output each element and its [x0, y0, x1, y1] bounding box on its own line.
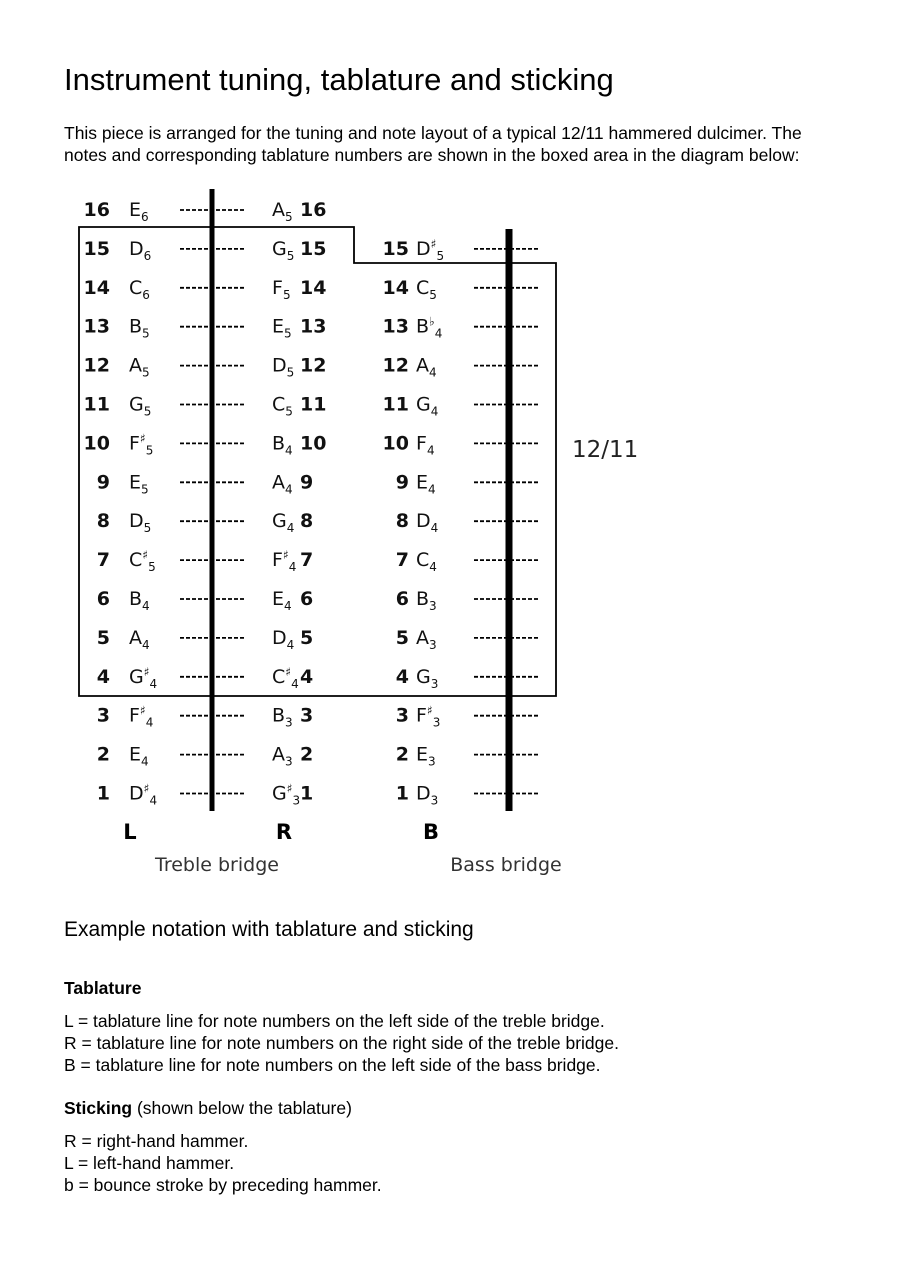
octave-number: 5 [285, 210, 293, 224]
treble-right-number: 11 [300, 393, 327, 416]
octave-number: 4 [285, 482, 293, 497]
octave-number: 5 [282, 287, 291, 302]
treble-right-note: $B_3$ [272, 704, 293, 730]
accidental-sign: ♯ [142, 548, 149, 563]
treble-left-number: 13 [83, 315, 110, 338]
octave-number: 5 [143, 404, 152, 419]
bass-number: 8 [395, 510, 409, 533]
octave-number: 5 [148, 560, 156, 575]
bass-note: $A_4$ [416, 354, 437, 380]
octave-number: 5 [285, 404, 293, 419]
bass-note: $D^♯_5$ [416, 236, 445, 263]
treble-left-note: $G_5$ [129, 393, 152, 419]
octave-number: 3 [285, 715, 293, 730]
example-heading: Example notation with tablature and sticking [64, 918, 474, 941]
octave-number: 4 [142, 599, 150, 613]
treble-left-number: 4 [96, 665, 110, 688]
octave-number: 4 [288, 560, 297, 575]
accidental-sign: ♯ [426, 703, 433, 718]
treble-right-note: $A_5$ [272, 199, 293, 224]
bass-note: $B_3$ [416, 588, 437, 613]
treble-right-number: 3 [300, 704, 314, 727]
treble-left-note: $E_6$ [129, 199, 149, 224]
treble-right-note: $C^♯_4$ [272, 664, 299, 691]
treble-left-number: 8 [96, 510, 110, 533]
bass-number: 7 [395, 549, 409, 572]
treble-left-number: 12 [83, 354, 110, 377]
sticking-heading [64, 1098, 352, 1119]
octave-number: 3 [432, 715, 441, 730]
treble-right-note: $D_5$ [272, 354, 295, 380]
bass-number: 5 [395, 626, 409, 649]
intro-paragraph: This piece is arranged for the tuning and note layout of a typical 12/11 hammered dulcimer. The notes and corresponding tablature numbers are shown in the boxed area in the diagram below: [64, 123, 802, 165]
treble-left-note: $D_5$ [129, 510, 152, 536]
octave-number: 6 [142, 287, 150, 302]
bass-number: 11 [382, 393, 409, 416]
treble-left-note: $A_4$ [129, 626, 150, 652]
accidental-sign: ♯ [282, 548, 289, 563]
treble-right-number: 8 [300, 510, 314, 533]
bass-note: $F_4$ [416, 432, 435, 458]
treble-right-note: $C_5$ [272, 393, 293, 419]
bass-number: 4 [395, 665, 409, 688]
treble-right-number: 2 [300, 743, 314, 766]
octave-number: 4 [429, 365, 437, 380]
bass-bridge-label: Bass bridge [450, 854, 562, 876]
column-label-r: R [275, 820, 293, 844]
treble-left-note: $B_5$ [129, 315, 150, 341]
octave-number: 3 [429, 637, 437, 652]
bass-number: 10 [382, 432, 409, 455]
treble-left-note: $G^♯_4$ [129, 664, 158, 691]
octave-number: 5 [286, 248, 295, 263]
octave-number: 3 [430, 793, 439, 808]
octave-number: 3 [428, 754, 436, 769]
accidental-sign: ♯ [143, 781, 150, 796]
box-size-label: 12/11 [572, 437, 639, 463]
treble-right-number: 6 [300, 588, 314, 610]
treble-left-note: $B_4$ [129, 588, 150, 613]
treble-left-number: 15 [83, 237, 110, 260]
treble-right-number: 9 [300, 471, 314, 494]
treble-right-note: $B_4$ [272, 432, 293, 458]
tablature-definitions [64, 1010, 619, 1076]
octave-number: 5 [145, 443, 154, 458]
treble-left-number: 5 [96, 626, 110, 649]
treble-left-note: $F^♯_5$ [129, 431, 154, 458]
dulcimer-layout-diagram [64, 185, 664, 885]
octave-number: 4 [434, 326, 443, 341]
treble-right-number: 4 [300, 665, 314, 688]
treble-bridge-label: Treble bridge [155, 854, 279, 876]
treble-right-number: 1 [300, 782, 314, 805]
bass-note: $G_3$ [416, 665, 439, 691]
treble-right-number: 10 [300, 432, 327, 455]
sticking-line-bounce: b = bounce stroke by preceding hammer. [64, 1175, 382, 1195]
accidental-sign: ♯ [139, 431, 146, 446]
treble-left-number: 14 [83, 276, 110, 299]
octave-number: 5 [286, 365, 295, 380]
bass-note: $B^♭_4$ [416, 314, 443, 341]
octave-number: 4 [429, 560, 437, 575]
bass-note: $D_4$ [416, 510, 439, 536]
treble-right-note: $G_4$ [272, 510, 295, 536]
octave-number: 3 [429, 599, 437, 613]
octave-number: 4 [149, 676, 158, 691]
octave-number: 5 [142, 326, 150, 341]
octave-number: 5 [141, 482, 149, 497]
octave-number: 3 [292, 793, 301, 808]
octave-number: 4 [141, 754, 149, 769]
treble-left-number: 1 [96, 782, 110, 805]
treble-left-number: 6 [96, 588, 110, 610]
treble-right-note: $D_4$ [272, 626, 295, 652]
sticking-line-left: L = left-hand hammer. [64, 1153, 235, 1173]
accidental-sign: ♯ [139, 703, 146, 718]
octave-number: 5 [142, 365, 150, 380]
tablature-line-b: B = tablature line for note numbers on the left side of the bass bridge. [64, 1055, 601, 1075]
octave-number: 4 [286, 521, 295, 536]
sticking-definitions [64, 1130, 382, 1196]
accidental-sign: ♯ [143, 664, 150, 679]
octave-number: 5 [143, 521, 152, 536]
bass-number: 14 [382, 276, 409, 299]
octave-number: 4 [426, 443, 435, 458]
treble-left-note: $F^♯_4$ [129, 703, 154, 730]
treble-left-number: 2 [96, 743, 110, 766]
octave-number: 4 [142, 637, 150, 652]
octave-number: 5 [284, 326, 292, 341]
treble-right-number: 7 [300, 549, 314, 572]
treble-right-note: $G_5$ [272, 237, 295, 263]
treble-right-number: 16 [300, 199, 327, 221]
treble-left-number: 9 [96, 471, 110, 494]
treble-right-note: $G^♯_3$ [272, 781, 301, 808]
treble-right-note: $E_5$ [272, 315, 292, 341]
column-label-b: B [422, 820, 440, 844]
bass-number: 3 [395, 704, 409, 727]
treble-left-number: 11 [83, 393, 110, 416]
treble-left-number: 16 [83, 199, 110, 221]
octave-number: 4 [149, 793, 158, 808]
bass-note: $A_3$ [416, 626, 437, 652]
treble-right-number: 5 [300, 626, 314, 649]
bass-note: $G_4$ [416, 393, 439, 419]
bass-number: 1 [395, 782, 409, 805]
bass-number: 6 [395, 588, 409, 610]
octave-number: 4 [430, 521, 439, 536]
bass-note: $C_4$ [416, 549, 437, 575]
octave-number: 4 [145, 715, 154, 730]
bass-number: 12 [382, 354, 409, 377]
treble-left-note: $E_5$ [129, 471, 149, 497]
bass-note: $F^♯_3$ [416, 703, 441, 730]
octave-number: 5 [429, 287, 437, 302]
bass-number: 13 [382, 315, 409, 338]
treble-right-note: $A_4$ [272, 471, 293, 497]
treble-left-number: 7 [96, 549, 110, 572]
accidental-sign: ♯ [430, 236, 437, 251]
tablature-line-r: R = tablature line for note numbers on the right side of the treble bridge. [64, 1033, 619, 1053]
tablature-heading: Tablature [64, 978, 142, 998]
octave-number: 4 [430, 404, 439, 419]
treble-right-number: 15 [300, 237, 327, 260]
bass-note: $E_3$ [416, 743, 436, 769]
sticking-line-right: R = right-hand hammer. [64, 1131, 249, 1151]
octave-number: 4 [285, 443, 293, 458]
page-title: Instrument tuning, tablature and sticking [64, 62, 614, 97]
treble-left-note: $E_4$ [129, 743, 149, 769]
treble-left-number: 10 [83, 432, 110, 455]
octave-number: 3 [430, 676, 439, 691]
sticking-heading-bold: Sticking [64, 1098, 133, 1118]
treble-right-number: 14 [300, 276, 327, 299]
treble-left-number: 3 [96, 704, 110, 727]
bass-number: 2 [395, 743, 409, 766]
treble-right-note: $F^♯_4$ [272, 548, 297, 575]
treble-right-note: $F_5$ [272, 276, 291, 302]
treble-right-note: $A_3$ [272, 743, 293, 769]
column-label-l: L [123, 820, 137, 844]
treble-left-note: $A_5$ [129, 354, 150, 380]
octave-number: 5 [436, 248, 445, 263]
treble-right-number: 13 [300, 315, 327, 338]
octave-number: 6 [143, 248, 152, 263]
bass-number: 15 [382, 237, 409, 260]
tablature-line-l: L = tablature line for note numbers on the left side of the treble bridge. [64, 1011, 605, 1031]
treble-left-note: $D_6$ [129, 237, 152, 263]
treble-left-note: $C^♯_5$ [129, 548, 156, 575]
octave-number: 4 [286, 637, 295, 652]
octave-number: 4 [428, 482, 436, 497]
treble-left-note: $C_6$ [129, 276, 150, 302]
octave-number: 3 [285, 754, 293, 769]
accidental-sign: ♯ [285, 664, 292, 679]
sticking-heading-note: (shown below the tablature) [136, 1098, 352, 1118]
octave-number: 6 [141, 210, 149, 224]
bass-note: $C_5$ [416, 276, 437, 302]
bass-number: 9 [395, 471, 409, 494]
octave-number: 4 [291, 676, 299, 691]
accidental-sign: ♯ [286, 781, 293, 796]
octave-number: 4 [284, 599, 292, 613]
treble-right-note: $E_4$ [272, 588, 292, 613]
bass-note: $D_3$ [416, 782, 439, 808]
treble-left-note: $D^♯_4$ [129, 781, 158, 808]
accidental-sign: ♭ [429, 314, 435, 329]
bass-note: $E_4$ [416, 471, 436, 497]
treble-right-number: 12 [300, 354, 327, 377]
